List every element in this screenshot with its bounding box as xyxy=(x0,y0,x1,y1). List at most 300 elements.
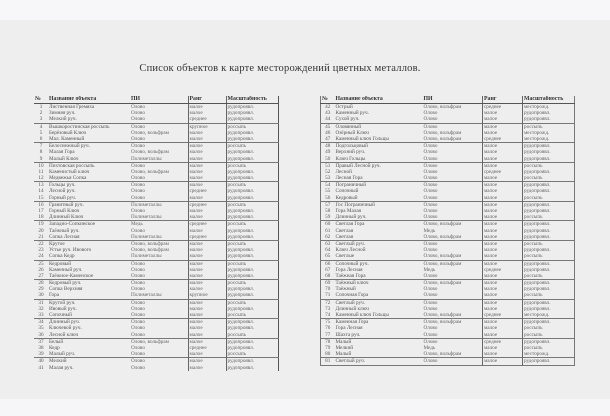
cell-scale: рудопроявл. xyxy=(226,188,278,194)
cell-pi: Олово, вольфрам xyxy=(131,129,169,136)
cell-scale: рудопроявл. xyxy=(226,267,278,273)
cell-scale: рудопроявл. xyxy=(523,221,575,228)
cell-pi: Олово xyxy=(130,162,188,169)
cell-pi: Олово xyxy=(130,143,188,150)
cell-num: 53 xyxy=(325,175,331,182)
table-header-row xyxy=(34,96,278,104)
col-name-header: Название объекта xyxy=(48,96,130,104)
cell-name: Таёжный ключ xyxy=(335,280,423,287)
table-row xyxy=(34,182,278,189)
cell-rank: среднее xyxy=(188,201,226,208)
cell-name: Оловянный xyxy=(335,123,423,130)
table-row xyxy=(34,136,278,143)
cell-num: 5 xyxy=(39,129,43,136)
cell-rank: среднее xyxy=(483,104,523,111)
cell-scale: россыпь xyxy=(226,221,278,228)
cell-pi: Олово xyxy=(131,351,145,358)
cell-num: 47 xyxy=(325,135,331,142)
cell-name: Ивовый руч. xyxy=(49,305,77,312)
cell-scale: рудопроявл. xyxy=(523,280,575,287)
table-row xyxy=(34,143,278,150)
cell-pi: Олово xyxy=(423,123,483,130)
table-row xyxy=(321,116,575,123)
cell-rank: малое xyxy=(483,149,523,155)
cell-rank: среднее xyxy=(483,267,523,273)
cell-pi: Медь xyxy=(423,344,436,351)
cell-rank: малое xyxy=(188,325,226,331)
cell-name: Длинный Ключ xyxy=(49,214,84,221)
table-row xyxy=(321,156,575,163)
cell-scale: россыпь xyxy=(226,143,278,150)
cell-name: Горный руч. xyxy=(49,194,77,201)
cell-rank: малое xyxy=(188,214,226,221)
cell-pi: Олово xyxy=(423,162,483,169)
cell-num: 81 xyxy=(321,358,335,365)
cell-pi: Олово xyxy=(423,240,483,247)
cell-rank: крупное xyxy=(188,123,226,130)
table-row xyxy=(34,116,278,123)
cell-pi: Олово xyxy=(423,325,438,332)
cell-rank: малое xyxy=(483,319,523,326)
cell-pi: Олово xyxy=(423,247,438,254)
cell-scale: рудопроявл. xyxy=(226,175,278,182)
cell-name: Сопка Лесная xyxy=(49,233,80,240)
cell-name: Гора Малая xyxy=(335,208,362,215)
cell-num: 10 xyxy=(34,162,48,169)
cell-name: Кедровый xyxy=(48,260,130,267)
cell-rank: малое xyxy=(483,234,523,241)
cell-pi: Олово xyxy=(130,260,188,267)
cell-scale: рудопроявл. xyxy=(226,292,278,299)
cell-num: 78 xyxy=(321,338,335,345)
cell-pi: Олово, вольфрам xyxy=(423,135,462,142)
cell-scale: рудопроявл. xyxy=(523,188,575,194)
cell-scale: россыпь xyxy=(523,325,575,331)
cell-name: Малый Ключ xyxy=(49,155,79,162)
cell-num: 4 xyxy=(34,123,48,130)
cell-name: Сопочная Гора xyxy=(335,292,369,299)
cell-name: Лесной руч. xyxy=(49,188,76,195)
bottom-band xyxy=(0,399,610,416)
cell-scale: рудопроявл. xyxy=(226,358,278,365)
cell-num: 7 xyxy=(34,143,48,150)
cell-name: Каменный ключ Гольцы xyxy=(335,135,389,142)
cell-scale: россыпь xyxy=(226,123,278,130)
table-row xyxy=(321,351,575,358)
cell-scale: рудопроявл. xyxy=(226,116,278,123)
cell-name: Каменный ключ Гольцы xyxy=(335,312,389,319)
cell-name: Таёжный xyxy=(335,286,356,293)
cell-rank: малое xyxy=(483,110,523,116)
cell-rank: среднее xyxy=(483,338,523,345)
cell-rank: малое xyxy=(483,247,523,253)
cell-name: Сопка Верхняя xyxy=(49,286,83,293)
cell-pi: Олово xyxy=(130,319,188,326)
cell-num: 59 xyxy=(325,214,331,221)
cell-num: 25 xyxy=(34,260,48,267)
cell-rank: малое xyxy=(188,228,226,234)
cell-name: Малая руч. xyxy=(49,364,74,371)
table-row xyxy=(34,273,278,280)
cell-pi: Олово xyxy=(423,182,483,189)
cell-scale: рудопроявл. xyxy=(226,228,278,234)
table-row xyxy=(321,253,575,260)
col-num-header: № xyxy=(34,96,48,104)
table-row xyxy=(321,143,575,150)
cell-name: Лесная Гора xyxy=(335,175,363,182)
cell-num: 9 xyxy=(39,155,43,162)
cell-name: Гора xyxy=(49,292,60,299)
cell-scale: рудопроявл. xyxy=(523,260,575,267)
cell-rank: среднее xyxy=(188,116,226,123)
table-row xyxy=(34,260,278,267)
cell-name: Пихтовская россыпь xyxy=(48,162,130,169)
table-row xyxy=(34,332,278,339)
cell-rank: малое xyxy=(483,116,523,123)
cell-pi: Олово, вольфрам xyxy=(423,280,483,287)
cell-num: 55 xyxy=(325,188,331,195)
cell-name: Верхний руч. xyxy=(335,149,366,156)
cell-rank: крупное xyxy=(188,292,226,299)
cell-num: 60 xyxy=(321,221,335,228)
cell-pi: Полиметаллы xyxy=(131,155,162,162)
cell-scale: рудопроявл. xyxy=(226,214,278,221)
cell-rank: малое xyxy=(483,228,523,234)
cell-num: 6 xyxy=(39,135,43,142)
cell-pi: Олово xyxy=(131,175,145,182)
cell-name: Устье руч. Ивового xyxy=(49,247,92,254)
table-row xyxy=(34,358,278,365)
cell-num: 72 xyxy=(321,299,335,306)
cell-name: Вышкоростинская россыпь xyxy=(48,123,130,130)
cell-scale: россыпь xyxy=(523,332,575,339)
cell-name: Малая Гора xyxy=(49,149,75,156)
cell-num: 40 xyxy=(34,358,48,365)
cell-rank: малое xyxy=(483,130,523,136)
table-row xyxy=(34,156,278,163)
cell-pi: Олово, вольфрам xyxy=(130,240,188,247)
cell-scale: рудопроявл. xyxy=(523,228,575,234)
cell-rank: малое xyxy=(483,299,523,306)
cell-name: Гранитный руч. xyxy=(48,201,130,208)
cell-scale: рудопроявл. xyxy=(226,169,278,175)
cell-scale: рудопроявл. xyxy=(523,169,575,175)
cell-rank: малое xyxy=(188,280,226,287)
cell-num: 21 xyxy=(38,233,44,240)
cell-rank: малое xyxy=(188,332,226,339)
cell-pi: Олово xyxy=(423,143,483,150)
cell-num: 74 xyxy=(325,312,331,319)
cell-scale: рудопроявл. xyxy=(226,345,278,351)
cell-rank: малое xyxy=(483,123,523,130)
cell-rank: среднее xyxy=(188,188,226,194)
cell-num: 50 xyxy=(325,155,331,162)
cell-pi: Олово xyxy=(423,110,438,117)
cell-rank: малое xyxy=(483,273,523,280)
cell-num: 13 xyxy=(34,182,48,189)
cell-pi: Олово, вольфрам xyxy=(423,221,483,228)
cell-rank: малое xyxy=(188,149,226,155)
cell-scale: рудопроявл. xyxy=(523,234,575,241)
cell-name: Ключ Лесной xyxy=(335,247,366,254)
cell-name: Мелкий руч. xyxy=(49,116,77,123)
cell-name: Лесной xyxy=(335,168,352,175)
cell-scale: россыпь xyxy=(523,195,575,202)
cell-pi: Олово, вольфрам xyxy=(423,319,483,326)
cell-scale: россыпь xyxy=(226,332,278,339)
cell-pi: Олово xyxy=(131,104,145,111)
cell-pi: Олово, вольфрам xyxy=(131,149,169,156)
cell-rank: малое xyxy=(483,240,523,247)
cell-pi: Олово xyxy=(130,280,188,287)
cell-name: Мелкий xyxy=(48,358,130,365)
cell-name: Кедр xyxy=(49,344,60,351)
cell-pi: Олово xyxy=(423,201,483,208)
cell-rank: среднее xyxy=(483,136,523,143)
cell-rank: малое xyxy=(188,358,226,365)
cell-rank: малое xyxy=(483,292,523,299)
cell-scale: рудопроявл. xyxy=(523,358,575,365)
cell-scale: рудопроявл. xyxy=(523,116,575,123)
cell-num: 30 xyxy=(38,292,44,299)
cell-pi: Медь xyxy=(423,266,436,273)
cell-num: 37 xyxy=(34,338,48,345)
cell-scale: рудопроявл. xyxy=(523,156,575,163)
cell-num: 27 xyxy=(38,272,44,279)
cell-rank: малое xyxy=(483,195,523,202)
cell-scale: рудопроявл. xyxy=(226,325,278,331)
table-row xyxy=(34,221,278,228)
cell-scale: россыпь xyxy=(226,182,278,189)
cell-num: 69 xyxy=(321,280,335,287)
cell-pi: Олово xyxy=(423,214,438,221)
cell-name: Сопка Кедр xyxy=(49,253,75,260)
cell-num: 61 xyxy=(325,227,331,234)
cell-name: Сопочный xyxy=(335,188,359,195)
cell-rank: среднее xyxy=(188,345,226,351)
cell-scale: рудопроявл. xyxy=(226,130,278,136)
cell-num: 34 xyxy=(34,319,48,326)
cell-pi: Олово xyxy=(423,188,438,195)
cell-num: 49 xyxy=(325,149,331,156)
cell-scale: россыпь xyxy=(226,201,278,208)
table-row xyxy=(321,162,575,169)
cell-num: 43 xyxy=(325,110,331,117)
cell-scale: россыпь xyxy=(523,162,575,169)
cell-num: 22 xyxy=(34,240,48,247)
cell-name: Сопочный xyxy=(49,312,72,319)
cell-name: Кедровый руч. xyxy=(48,280,130,287)
cell-num: 12 xyxy=(38,175,44,182)
table-row xyxy=(321,273,575,280)
cell-num: 8 xyxy=(39,149,43,156)
cell-rank: малое xyxy=(188,110,226,116)
cell-rank: малое xyxy=(188,156,226,163)
cell-pi: Олово xyxy=(131,188,145,195)
cell-num: 15 xyxy=(38,194,44,201)
cell-name: Мал. Каменный xyxy=(49,135,85,142)
cell-name: Сопочный руч. xyxy=(335,260,423,267)
cell-num: 1 xyxy=(39,104,43,111)
col-rank-header: Ранг xyxy=(483,96,523,104)
cell-scale: россыпь xyxy=(226,299,278,306)
cell-scale: рудопроявл. xyxy=(523,319,575,326)
table-row xyxy=(34,280,278,287)
cell-name: Лесной ключ xyxy=(49,331,79,338)
cell-pi: Полиметаллы xyxy=(130,201,188,208)
cell-scale: рудопроявл. xyxy=(523,338,575,345)
cell-num: 62 xyxy=(325,233,331,240)
table-row xyxy=(321,240,575,247)
cell-num: 77 xyxy=(325,331,331,338)
cell-scale: месторожд. xyxy=(523,104,575,111)
cell-rank: малое xyxy=(188,306,226,312)
table-row xyxy=(321,299,575,306)
cell-num: 20 xyxy=(38,227,44,234)
cell-name: Горный Ключ xyxy=(49,208,80,215)
cell-num: 29 xyxy=(38,286,44,293)
cell-name: Ключевой руч. xyxy=(49,325,82,332)
cell-scale: рудопроявл. xyxy=(226,234,278,241)
cell-pi: Олово xyxy=(131,227,145,234)
cell-scale: рудопроявл. xyxy=(226,286,278,292)
cell-rank: малое xyxy=(188,195,226,202)
col-rank-header: Ранг xyxy=(188,96,226,104)
cell-scale: россыпь xyxy=(523,273,575,280)
cell-name: Светлый руч. xyxy=(335,299,423,306)
table-row xyxy=(321,136,575,143)
cell-rank: малое xyxy=(188,286,226,292)
cell-rank: малое xyxy=(188,169,226,175)
cell-scale: месторожд. xyxy=(523,130,575,136)
table-row xyxy=(34,312,278,319)
cell-pi: Олово xyxy=(423,168,438,175)
cell-pi: Олово xyxy=(423,149,438,156)
cell-num: 39 xyxy=(38,351,44,358)
cell-num: 63 xyxy=(321,240,335,247)
table-row xyxy=(34,292,278,299)
cell-scale: россыпь xyxy=(226,162,278,169)
cell-pi: Олово xyxy=(131,312,145,319)
cell-rank: малое xyxy=(483,253,523,260)
cell-name: Сухой руч. xyxy=(335,116,360,123)
cell-name: Озёрный Ключ xyxy=(335,129,369,136)
cell-scale: россыпь xyxy=(523,214,575,221)
cell-pi: Олово xyxy=(131,364,145,371)
cell-rank: малое xyxy=(188,319,226,326)
table-row xyxy=(34,162,278,169)
cell-pi: Олово xyxy=(131,194,145,201)
cell-name: Берёзовый Ключ xyxy=(49,129,87,136)
cell-rank: малое xyxy=(483,280,523,287)
cell-num: 42 xyxy=(325,104,331,111)
table-row xyxy=(34,240,278,247)
cell-num: 35 xyxy=(38,325,44,332)
cell-num: 80 xyxy=(325,351,331,358)
cell-rank: малое xyxy=(188,136,226,143)
cell-scale: рудопроявл. xyxy=(523,286,575,292)
cell-scale: рудопроявл. xyxy=(523,110,575,116)
cell-num: 56 xyxy=(325,194,331,201)
cell-scale: месторожд. xyxy=(523,351,575,358)
cell-rank: малое xyxy=(483,208,523,214)
cell-pi: Олово xyxy=(131,135,145,142)
cell-rank: малое xyxy=(483,358,523,365)
cell-num: 46 xyxy=(325,129,331,136)
cell-rank: малое xyxy=(188,208,226,214)
cell-name: Светлый руч. xyxy=(335,240,423,247)
cell-scale: рудопроявл. xyxy=(226,156,278,163)
cell-rank: малое xyxy=(483,188,523,194)
cell-scale: рудопроявл. xyxy=(226,306,278,312)
cell-name: Мелкий xyxy=(335,344,354,351)
cell-pi: Олово xyxy=(423,292,438,299)
cell-num: 66 xyxy=(321,260,335,267)
cell-num: 36 xyxy=(38,331,44,338)
table-row xyxy=(321,195,575,202)
cell-rank: малое xyxy=(483,175,523,182)
cell-rank: малое xyxy=(483,260,523,267)
cell-name: Длинный руч. xyxy=(335,214,367,221)
cell-num: 45 xyxy=(321,123,335,130)
cell-name: Лиственная Гремяха xyxy=(49,104,95,111)
cell-num: 71 xyxy=(325,292,331,299)
cell-rank: среднее xyxy=(188,234,226,241)
cell-scale: рудопроявл. xyxy=(523,306,575,312)
cell-scale: рудопроявл. xyxy=(523,201,575,208)
cell-scale: рудопроявл. xyxy=(226,319,278,326)
cell-name: Малый xyxy=(335,338,423,345)
col-num-header: № xyxy=(321,96,335,104)
table-row xyxy=(321,201,575,208)
cell-scale: рудопроявл. xyxy=(226,195,278,202)
table-row xyxy=(34,104,278,111)
cell-pi: Олово xyxy=(423,358,483,365)
table-row xyxy=(34,319,278,326)
cell-pi: Олово xyxy=(131,325,145,332)
cell-pi: Олово, вольфрам xyxy=(131,247,169,254)
cell-pi: Олово xyxy=(131,305,145,312)
cell-scale: рудопроявл. xyxy=(226,273,278,280)
table-row xyxy=(321,234,575,241)
cell-pi: Олово xyxy=(130,123,188,130)
cell-rank: малое xyxy=(483,332,523,339)
table-row xyxy=(34,234,278,241)
cell-rank: среднее xyxy=(483,312,523,319)
cell-rank: малое xyxy=(483,201,523,208)
table-row xyxy=(321,312,575,319)
cell-scale: россыпь xyxy=(226,351,278,358)
cell-name: Гос Пограничный xyxy=(335,201,423,208)
cell-rank: малое xyxy=(188,338,226,345)
cell-pi: Олово xyxy=(131,266,145,273)
cell-rank: малое xyxy=(188,104,226,111)
cell-name: Острый xyxy=(335,104,353,111)
cell-pi: Олово, вольфрам xyxy=(130,338,188,345)
cell-scale: рудопроявл. xyxy=(226,338,278,345)
cell-rank: малое xyxy=(188,130,226,136)
objects-table-right xyxy=(320,96,575,366)
cell-pi: Олово xyxy=(131,331,145,338)
cell-rank: малое xyxy=(188,162,226,169)
cell-pi: Олово, вольфрам xyxy=(423,260,483,267)
cell-pi: Олово xyxy=(423,175,438,182)
cell-scale: рудопроявл. xyxy=(523,143,575,150)
cell-pi: Медь xyxy=(423,227,436,234)
cell-name: Светлая xyxy=(335,233,354,240)
cell-name: Гора Лесная xyxy=(335,266,363,273)
table-row xyxy=(321,123,575,130)
